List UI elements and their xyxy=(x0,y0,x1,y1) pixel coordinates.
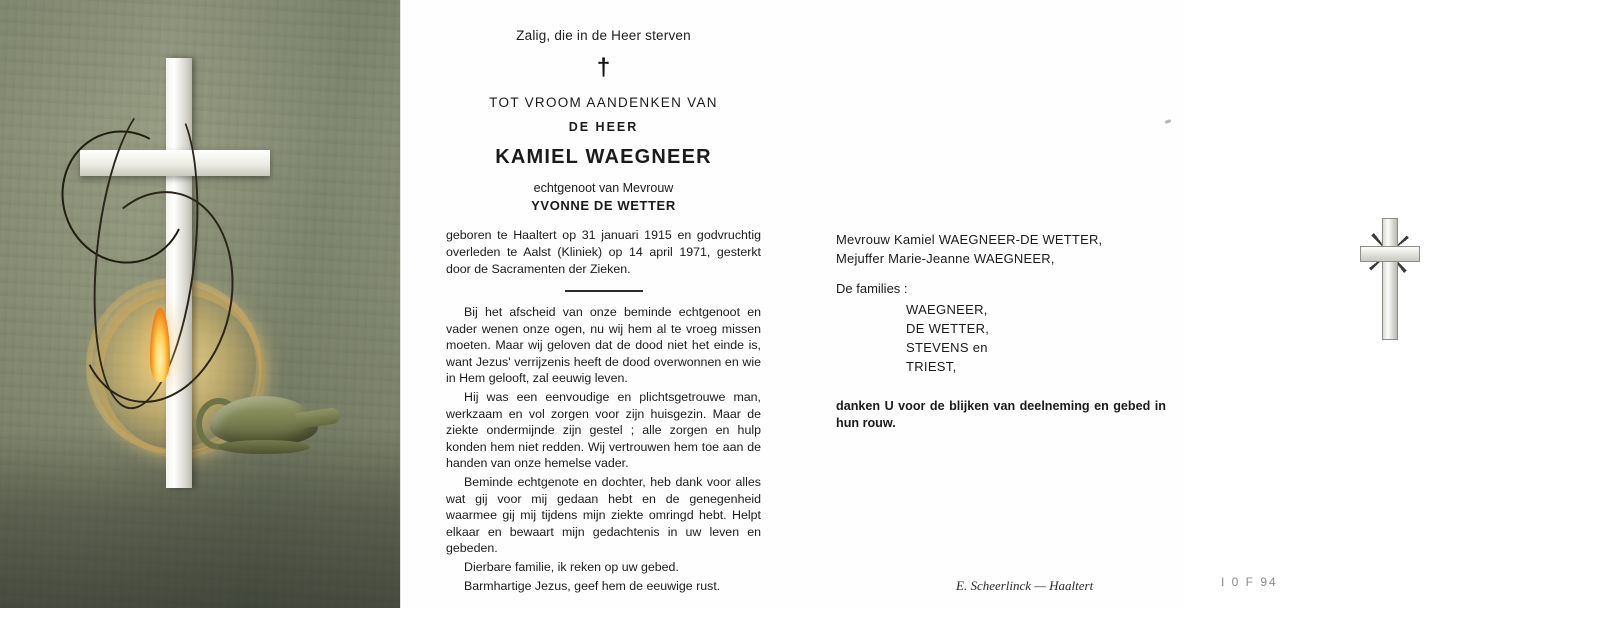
memorial-paragraph: Beminde echtgenote en dochter, heb dank voor alles wat gij voor mij gedaan hebt en de genegenheid waarmee gij mij tijdens mijn ziekte omringd hebt. Helpt elkaar en bewaart mijn gedachtenis in uw leven en gebeden. xyxy=(446,474,761,556)
spouse-name: YVONNE DE WETTER xyxy=(531,198,676,213)
family-name: STEVENS en xyxy=(906,340,988,355)
memorial-paragraph: Dierbare familie, ik reken op uw gebed. xyxy=(464,559,679,574)
illustration-panel xyxy=(0,0,400,608)
memorial-paragraph: Hij was een eenvoudige en plichtsgetrouwe man, werkzaam en vol zorgen voor zijn huisgezin. Maar de ziekte ondermijnde zijn gestel ; alle zorgen en hulp konden hem niet redden. Wij vertrouwen hem toe aan de handen van onze hemelse vader. xyxy=(446,389,761,471)
thanks-text: danken U voor de blijken van deelneming en gebed in hun rouw. xyxy=(836,399,1166,430)
oil-lamp-icon xyxy=(196,380,342,458)
family-name: DE WETTER, xyxy=(906,321,990,336)
families-label: De families : xyxy=(836,281,908,296)
deceased-name: KAMIEL WAEGNEER xyxy=(495,146,712,168)
lamp-base xyxy=(218,440,310,454)
left-text-column xyxy=(446,28,761,596)
printer-credit: E. Scheerlinck — Haaltert xyxy=(956,578,1094,593)
opening-line: Zalig, die in de Heer sterven xyxy=(516,28,691,43)
small-cross-horizontal xyxy=(1360,246,1420,262)
family-name: WAEGNEER, xyxy=(906,302,988,317)
dedication-line: TOT VROOM AANDENKEN VAN xyxy=(489,95,718,110)
right-text-column xyxy=(836,230,1166,432)
mourner-line: Mevrouw Kamiel WAEGNEER-DE WETTER, xyxy=(836,232,1103,247)
mourner-line: Mejuffer Marie-Jeanne WAEGNEER, xyxy=(836,251,1055,266)
memorial-paragraph: Barmhartige Jezus, geef hem de eeuwige rust. xyxy=(464,578,721,593)
family-name: TRIEST, xyxy=(906,359,957,374)
reference-code: I 0 F 94 xyxy=(1221,575,1278,589)
text-page xyxy=(400,0,1186,608)
honorific-title: DE HEER xyxy=(568,120,639,134)
cross-dagger-icon: † xyxy=(596,54,611,81)
memorial-paragraph: Bij het afscheid van onze beminde echtgenoot en vader wenen onze ogen, nu wij hem al te vroeg missen moeten. Maar wij geloven dat de dood niet het einde is, want Jezus' verrijzenis heeft de dood overwonnen en wie in Hem gelooft, zal eeuwig leven. xyxy=(446,305,761,386)
back-panel xyxy=(1185,0,1600,608)
spouse-intro: echtgenoot van Mevrouw xyxy=(533,181,674,195)
small-cross-vertical xyxy=(1382,218,1398,340)
divider-rule xyxy=(565,290,643,292)
page-bottom-edge xyxy=(0,608,1600,625)
small-cross-icon xyxy=(1360,218,1418,338)
biography-text: geboren te Haaltert op 31 januari 1915 en godvruchtig overleden te Aalst (Kliniek) op 14 april 1971, gesterkt door de Sacramenten der Zieken. xyxy=(446,228,761,276)
